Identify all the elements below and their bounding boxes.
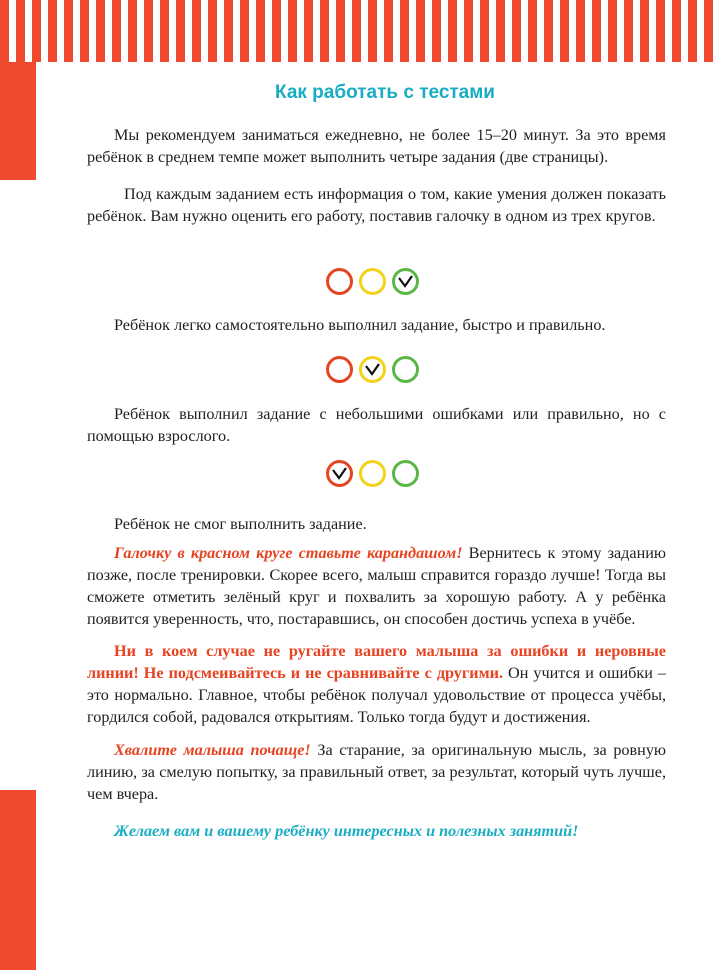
green-circle-checked-icon [392, 268, 419, 295]
advice-1-text: Вернитесь к этому заданию позже, после тренировки. Скорее всего, малыш справится гораздо лучше! Тогда вы сможете отметить зелёный круг и похвалить за хорошую работу. А у ребёнка появится уверенность, что, постаравшись, он способен достичь успеха в учёбе. [87, 544, 666, 628]
green-circle-icon [392, 460, 419, 487]
advice-1-highlight: Галочку в красном круге ставьте карандашом! [114, 544, 463, 562]
page-title: Как работать с тестами [274, 82, 495, 103]
closing-wish: Желаем вам и вашему ребёнку интересных и полезных занятий! [114, 822, 579, 840]
top-stripes-decoration [0, 0, 719, 62]
intro-paragraph-1: Мы рекомендуем заниматься ежедневно, не более 15–20 минут. За это время ребёнок в среднем темпе может выполнить четыре задания (две страницы). [87, 126, 666, 166]
checkmark-icon [365, 363, 380, 376]
advice-paragraph-1 [87, 542, 666, 630]
advice-paragraph-3 [87, 739, 666, 805]
green-circle-icon [392, 356, 419, 383]
advice-paragraph-2 [87, 640, 666, 728]
rating-text-green: Ребёнок легко самостоятельно выполнил задание, быстро и правильно. [114, 316, 606, 334]
red-circle-icon [326, 356, 353, 383]
advice-2-text: Он учится и ошибки – это нормально. Главное, чтобы ребёнок получал удовольствие от процесса учёбы, гордился собой, радовался открытиям. Только тогда будут и достижения. [87, 664, 666, 726]
yellow-circle-icon [359, 268, 386, 295]
rating-text-red: Ребёнок не смог выполнить задание. [114, 515, 367, 533]
red-circle-checked-icon [326, 460, 353, 487]
advice-3-text: За старание, за оригинальную мысль, за ровную линию, за смелую попытку, за правильный ответ, за результат, который чуть лучше, чем вчера. [87, 741, 667, 803]
advice-2-dot: . [498, 664, 503, 682]
advice-2-highlight: Ни в коем случае не ругайте вашего малыша за ошибки и неровные линии! Не подсмеивайтесь и не сравнивайте с другими [87, 642, 666, 682]
yellow-circle-icon [359, 460, 386, 487]
yellow-circle-checked-icon [359, 356, 386, 383]
rating-circles-green-checked [326, 268, 419, 295]
left-bar-top-decoration [0, 62, 36, 180]
intro-paragraph-2: Под каждым заданием есть информация о том, какие умения должен показать ребёнок. Вам нужно оценить его работу, поставив галочку в одном из трех кругов. [87, 185, 666, 225]
red-circle-icon [326, 268, 353, 295]
advice-3-highlight: Хвалите малыша почаще! [114, 741, 311, 759]
left-bar-bottom-decoration [0, 790, 36, 970]
checkmark-icon [398, 275, 413, 288]
checkmark-icon [332, 467, 347, 480]
rating-circles-red-checked [326, 460, 419, 487]
rating-text-yellow: Ребёнок выполнил задание с небольшими ошибками или правильно, но с помощью взрослого. [87, 405, 666, 445]
rating-circles-yellow-checked [326, 356, 419, 383]
